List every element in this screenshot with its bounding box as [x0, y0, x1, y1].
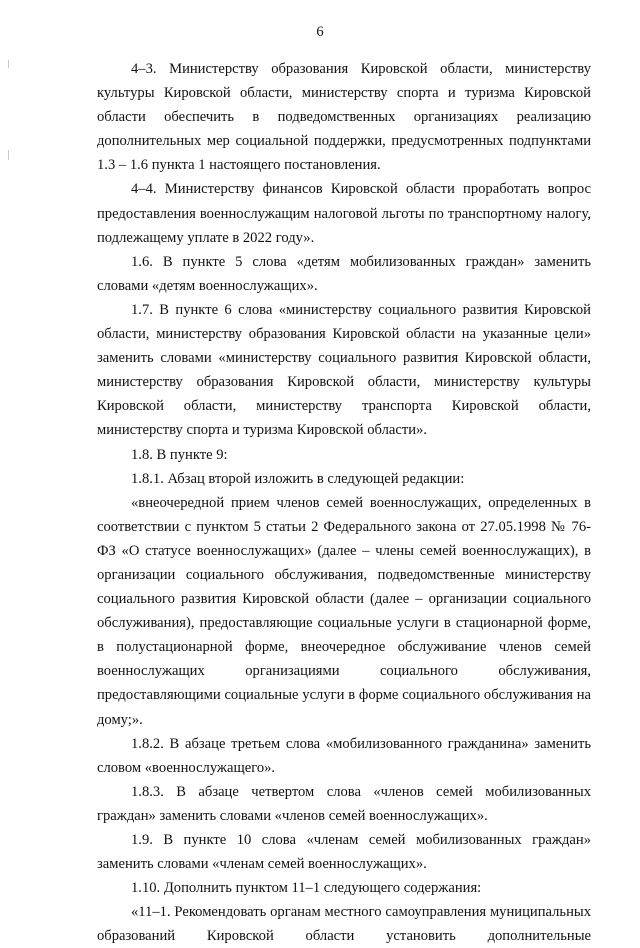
paragraph-1-8-2: 1.8.2. В абзаце третьем слова «мобилизованного гражданина» заменить словом «военнослужащего».: [97, 735, 591, 776]
paragraph-4-3: 4–3. Министерству образования Кировской области, министерству культуры Кировской области, министерству спорта и туризма Кировской области обеспечить в подведомственных организациях реализацию дополнительных мер социальной поддержки, предусмотренных подпунктами 1.3 – 1.6 пункта 1 настоящего постановления.: [97, 61, 591, 174]
paragraph-1-8: 1.8. В пункте 9:: [131, 446, 228, 463]
paragraph-4-4: 4–4. Министерству финансов Кировской области проработать вопрос предоставления военнослужащим налоговой льготы по транспортному налогу, подлежащему уплате в 2022 году».: [97, 181, 591, 246]
paragraph-1-9: 1.9. В пункте 10 слова «членам семей мобилизованных граждан» заменить словами «членам семей военнослужащих».: [97, 832, 591, 873]
document-body: [97, 57, 591, 948]
margin-mark: [8, 150, 9, 160]
paragraph-1-10: 1.10. Дополнить пунктом 11–1 следующего содержания:: [131, 880, 482, 897]
paragraph-1-8-3: 1.8.3. В абзаце четвертом слова «членов семей мобилизованных граждан» заменить словами «членов семей военнослужащих».: [97, 783, 591, 824]
paragraph-quoted-text: «внеочередной прием членов семей военнослужащих, определенных в соответствии с пунктом 5 статьи 2 Федерального закона от 27.05.1998 № 76-ФЗ «О статусе военнослужащих» (далее – члены семей военнослужащих), в организации социального обслуживания, подведомственные министерству социального развития Кировской области (далее – организации социального обслуживания), предоставляющие социальные услуги в стационарной форме, в полустационарной форме, внеочередное обслуживание членов семей военнослужащих организациями социального обслуживания, предоставляющими социальные услуги в форме социального обслуживания на дому;».: [97, 494, 591, 728]
paragraph-1-6: 1.6. В пункте 5 слова «детям мобилизованных граждан» заменить словами «детям военнослужащих».: [97, 253, 591, 294]
paragraph-11-1: «11–1. Рекомендовать органам местного самоуправления муниципальных образований Кировской области установить дополнительные: [97, 904, 591, 945]
paragraph-1-7: 1.7. В пункте 6 слова «министерству социального развития Кировской области, министерству образования Кировской области на указанные цели» заменить словами «министерству социального развития Кировской области, министерству образования Кировской области, министерству культуры Кировской области, министерству транспорта Кировской области, министерству спорта и туризма Кировской области».: [97, 301, 591, 439]
paragraph-1-8-1: 1.8.1. Абзац второй изложить в следующей редакции:: [131, 470, 465, 487]
page-number: 6: [316, 24, 324, 40]
margin-mark: [8, 60, 9, 68]
